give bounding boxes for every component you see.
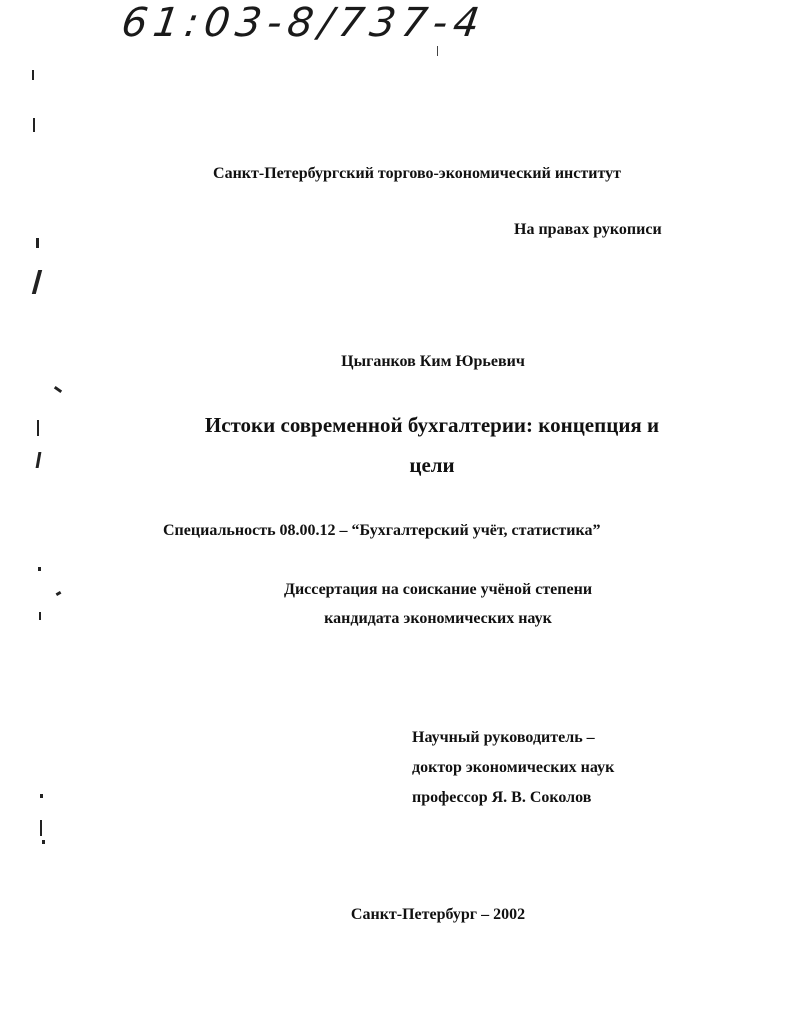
scan-artifact <box>54 386 62 393</box>
scan-mark <box>437 46 438 56</box>
scan-artifact <box>32 270 42 294</box>
thesis-title-line-1: Истоки современной бухгалтерии: концепция и <box>204 413 660 437</box>
institute-name: Санкт-Петербургский торгово-экономический институт <box>213 165 621 182</box>
dissertation-degree-line-1: Диссертация на соискание учёной степени <box>283 581 593 598</box>
scan-artifact <box>42 840 45 844</box>
scan-artifact <box>32 70 34 80</box>
scan-artifact <box>39 612 41 620</box>
dissertation-degree-line-2: кандидата экономических наук <box>324 610 552 627</box>
supervisor-line-1: Научный руководитель – <box>412 729 595 746</box>
thesis-title-line-2: цели <box>409 453 455 477</box>
manuscript-rights-note: На правах рукописи <box>514 221 662 238</box>
scan-artifact <box>38 567 41 571</box>
city-year: Санкт-Петербург – 2002 <box>350 906 526 923</box>
supervisor-line-2: доктор экономических наук <box>412 759 615 776</box>
author-name: Цыганков Ким Юрьевич <box>341 353 525 370</box>
handwritten-catalog-number: 61:03-8/737-4 <box>118 0 489 46</box>
speciality-line: Специальность 08.00.12 – “Бухгалтерский учёт, статистика” <box>163 522 601 539</box>
scan-artifact <box>40 794 43 798</box>
scan-artifact <box>40 820 42 836</box>
scan-artifact <box>37 420 39 436</box>
scan-artifact <box>36 238 39 248</box>
scan-artifact <box>33 118 35 132</box>
supervisor-line-3: профессор Я. В. Соколов <box>412 789 592 806</box>
